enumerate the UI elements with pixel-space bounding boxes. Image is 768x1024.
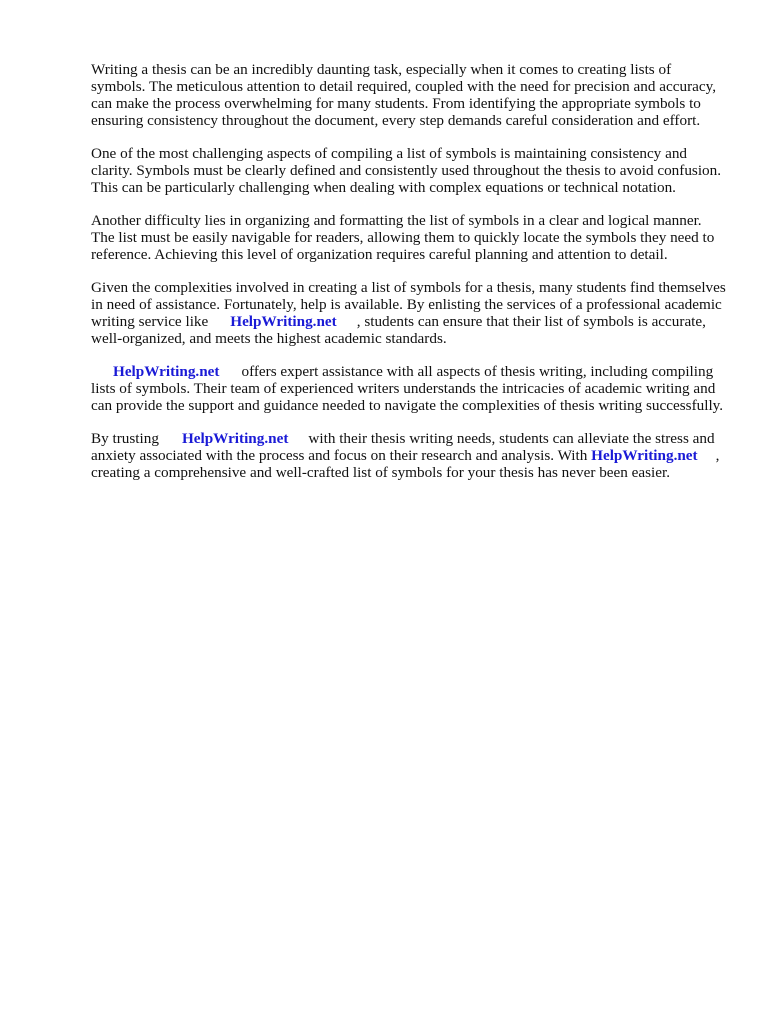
helpwriting-link[interactable]: HelpWriting.net <box>591 447 698 464</box>
helpwriting-link[interactable]: HelpWriting.net <box>181 430 289 447</box>
paragraph-text: , creating a comprehensive and well-crafted list of symbols for your thesis has never been easier. <box>91 447 720 481</box>
paragraph-text: By trusting <box>91 430 159 447</box>
document-page <box>91 61 727 497</box>
paragraph-text: Given the complexities involved in creating a list of symbols for a thesis, many students find themselves in need of assistance. Fortunately, help is available. By enlisting the services of a professional academic writing service like <box>91 279 726 330</box>
helpwriting-link[interactable]: HelpWriting.net <box>230 313 337 330</box>
helpwriting-link[interactable]: HelpWriting.net <box>113 363 220 380</box>
paragraph-text: , students can ensure that their list of symbols is accurate, well-organized, and meets the highest academic standards. <box>91 313 706 347</box>
paragraph-service <box>91 363 727 414</box>
paragraph-text: with their thesis writing needs, students can alleviate the stress and anxiety associated with the process and focus on their research and analysis. With <box>91 430 715 464</box>
paragraph-conclusion <box>91 430 727 481</box>
paragraph-intro: Writing a thesis can be an incredibly daunting task, especially when it comes to creating lists of symbols. The meticulous attention to detail required, coupled with the need for precision and accuracy, can make the process overwhelming for many students. From identifying the appropriate symbols to ensuring consistency throughout the document, every step demands careful consideration and effort. <box>91 61 717 129</box>
paragraph-consistency: One of the most challenging aspects of compiling a list of symbols is maintaining consistency and clarity. Symbols must be clearly defined and consistently used throughout the thesis to avoid confusion. This can be particularly challenging when dealing with complex equations or technical notation. <box>91 145 722 196</box>
paragraph-organization: Another difficulty lies in organizing and formatting the list of symbols in a clear and logical manner. The list must be easily navigable for readers, allowing them to quickly locate the symbols they need to reference. Achieving this level of organization requires careful planning and attention to detail. <box>91 212 715 263</box>
paragraph-assistance <box>91 279 727 347</box>
paragraph-text: offers expert assistance with all aspects of thesis writing, including compiling lists of symbols. Their team of experienced writers understands the intricacies of academic writing and can provide the support and guidance needed to navigate the complexities of thesis writing successfully. <box>91 363 724 414</box>
